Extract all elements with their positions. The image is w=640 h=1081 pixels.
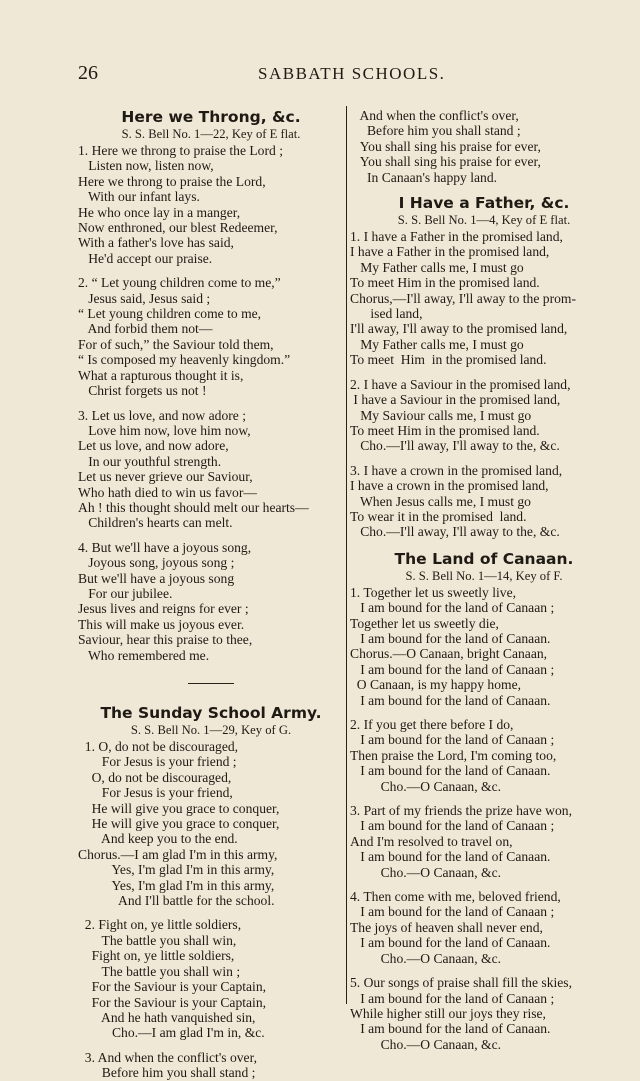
lyric-line: But we'll have a joyous song bbox=[78, 570, 235, 586]
lyric-line: Joyous song, joyous song ; bbox=[78, 555, 235, 571]
lyric-line: While higher still our joys they rise, bbox=[350, 1005, 546, 1021]
lyric-line: I am bound for the land of Canaan ; bbox=[350, 990, 555, 1006]
lyric-line: When Jesus calls me, I must go bbox=[350, 493, 531, 509]
lyric-line: Fight on, ye little soldiers, bbox=[78, 948, 235, 964]
hymn-lyrics bbox=[78, 739, 344, 1081]
lyric-line: Let us never grieve our Saviour, bbox=[78, 469, 253, 485]
section-separator bbox=[188, 683, 234, 684]
running-title: SABBATH SCHOOLS. bbox=[258, 64, 446, 83]
lyric-line: 2. If you get there before I do, bbox=[350, 717, 514, 732]
lyric-line: He who once lay in a manger, bbox=[78, 204, 241, 220]
lyric-line: Cho.—O Canaan, &c. bbox=[350, 778, 502, 794]
lyric-line: I am bound for the land of Canaan. bbox=[350, 1021, 551, 1037]
stanza-gap bbox=[78, 531, 344, 540]
lyric-line: Christ forgets us not ! bbox=[78, 383, 207, 399]
lyric-line: He'd accept our praise. bbox=[78, 250, 213, 266]
lyric-line: And I'll battle for the school. bbox=[78, 893, 275, 909]
lyric-line: O, do not be discouraged, bbox=[78, 769, 232, 785]
lyric-line: Chorus.—I am glad I'm in this army, bbox=[78, 846, 278, 862]
lyric-line: For of such,” the Saviour told them, bbox=[78, 336, 274, 352]
lyric-line: In Canaan's happy land. bbox=[350, 169, 498, 185]
lyric-line: In our youthful strength. bbox=[78, 453, 222, 469]
lyric-line: I am bound for the land of Canaan. bbox=[350, 692, 551, 708]
stanza-gap bbox=[78, 399, 344, 408]
lyric-line: Chorus,—I'll away, I'll away to the prom- bbox=[350, 290, 576, 306]
lyric-line: Yes, I'm glad I'm in this army, bbox=[78, 862, 275, 878]
lyric-line: With our infant lays. bbox=[78, 189, 200, 205]
lyric-line: “ Let young children come to me, bbox=[78, 306, 262, 322]
lyric-line: I'll away, I'll away to the promised land, bbox=[350, 321, 568, 337]
hymn-title: I Have a Father, &c. bbox=[398, 194, 570, 213]
lyric-line: And I'm resolved to travel on, bbox=[350, 833, 513, 849]
hymn-lyrics bbox=[78, 143, 344, 663]
lyric-line: Before him you shall stand ; bbox=[78, 1065, 256, 1081]
lyric-line: 1. Here we throng to praise the Lord ; bbox=[78, 143, 283, 158]
lyric-line: Children's hearts can melt. bbox=[78, 515, 233, 531]
lyric-line: This will make us joyous ever. bbox=[78, 616, 245, 632]
lyric-line: And when the conflict's over, bbox=[350, 108, 519, 123]
stanza-gap bbox=[78, 908, 344, 917]
lyric-line: I am bound for the land of Canaan ; bbox=[350, 904, 555, 920]
hymn-lyrics-continued bbox=[350, 108, 618, 185]
stanza-gap bbox=[350, 454, 618, 463]
lyric-line: Chorus.—O Canaan, bright Canaan, bbox=[350, 646, 548, 662]
lyric-line: The battle you shall win ; bbox=[78, 963, 241, 979]
lyric-line: 4. Then come with me, beloved friend, bbox=[350, 889, 561, 905]
lyric-line: My Saviour calls me, I must go bbox=[350, 407, 532, 423]
lyric-line: 3. Part of my friends the prize have won, bbox=[350, 803, 572, 819]
lyric-line: I am bound for the land of Canaan ; bbox=[350, 661, 555, 677]
lyric-line: 2. I have a Saviour in the promised land, bbox=[350, 376, 571, 392]
lyric-line: 4. But we'll have a joyous song, bbox=[78, 539, 252, 555]
lyric-line: I am bound for the land of Canaan ; bbox=[350, 732, 555, 748]
lyric-line: Listen now, listen now, bbox=[78, 158, 214, 174]
lyric-line: Here we throng to praise the Lord, bbox=[78, 173, 266, 189]
right-column bbox=[350, 108, 618, 1052]
lyric-line: Cho.—I'll away, I'll away to the, &c. bbox=[350, 438, 560, 454]
lyric-line: He will give you grace to conquer, bbox=[78, 816, 280, 832]
lyric-line: The joys of heaven shall never end, bbox=[350, 919, 543, 935]
stanza-gap bbox=[78, 266, 344, 275]
lyric-line: Now enthroned, our blest Redeemer, bbox=[78, 220, 278, 236]
lyric-line: Saviour, hear this praise to thee, bbox=[78, 632, 253, 648]
stanza-gap bbox=[78, 1041, 344, 1050]
lyric-line: Cho.—I am glad I'm in, &c. bbox=[78, 1025, 265, 1041]
lyric-line: You shall sing his praise for ever, bbox=[350, 154, 541, 170]
lyric-line: 1. Together let us sweetly live, bbox=[350, 584, 517, 600]
page-header bbox=[78, 62, 598, 86]
lyric-line: What a rapturous thought it is, bbox=[78, 367, 244, 383]
lyric-line: “ Is composed my heavenly kingdom.” bbox=[78, 352, 291, 368]
left-column bbox=[78, 108, 344, 1081]
lyric-line: For the Saviour is your Captain, bbox=[78, 979, 267, 995]
hymn-bell-reference: S. S. Bell No. 1—29, Key of G. bbox=[130, 723, 292, 737]
lyric-line: I have a Father in the promised land, bbox=[350, 244, 550, 260]
lyric-line: For the Saviour is your Captain, bbox=[78, 994, 267, 1010]
lyric-line: I am bound for the land of Canaan ; bbox=[350, 600, 555, 616]
lyric-line: Together let us sweetly die, bbox=[350, 615, 499, 631]
stanza-gap bbox=[350, 880, 618, 889]
lyric-line: To wear it in the promised land. bbox=[350, 508, 527, 524]
lyric-line: I am bound for the land of Canaan. bbox=[350, 630, 551, 646]
lyric-line: 3. I have a crown in the promised land, bbox=[350, 462, 563, 478]
lyric-line: Love him now, love him now, bbox=[78, 422, 251, 438]
lyric-line: Jesus lives and reigns for ever ; bbox=[78, 601, 249, 617]
lyric-line: And he hath vanquished sin, bbox=[78, 1009, 256, 1025]
lyric-line: Cho.—O Canaan, &c. bbox=[350, 950, 502, 966]
lyric-line: O Canaan, is my happy home, bbox=[350, 677, 522, 693]
stanza-gap bbox=[350, 966, 618, 975]
lyric-line: 5. Our songs of praise shall fill the skies, bbox=[350, 975, 573, 991]
lyric-line: 1. O, do not be discouraged, bbox=[78, 739, 239, 754]
lyric-line: Ah ! this thought should melt our hearts— bbox=[78, 499, 309, 515]
lyric-line: My Father calls me, I must go bbox=[350, 336, 524, 352]
lyric-line: Jesus said, Jesus said ; bbox=[78, 290, 211, 306]
lyric-line: 3. Let us love, and now adore ; bbox=[78, 407, 246, 423]
lyric-line: For our jubilee. bbox=[78, 585, 173, 601]
lyric-line: To meet Him in the promised land. bbox=[350, 352, 547, 368]
stanza-gap bbox=[350, 368, 618, 377]
lyric-line: You shall sing his praise for ever, bbox=[350, 138, 541, 154]
lyric-line: I am bound for the land of Canaan ; bbox=[350, 818, 555, 834]
lyric-line: 1. I have a Father in the promised land, bbox=[350, 229, 563, 245]
hymn-title: Here we Throng, &c. bbox=[121, 108, 301, 126]
lyric-line: 2. Fight on, ye little soldiers, bbox=[78, 917, 242, 933]
lyric-line: For Jesus is your friend, bbox=[78, 785, 233, 801]
lyric-line: Cho.—O Canaan, &c. bbox=[350, 864, 502, 880]
lyric-line: Who remembered me. bbox=[78, 647, 210, 663]
lyric-line: To meet Him in the promised land. bbox=[350, 422, 540, 438]
hymn-bell-reference: S. S. Bell No. 1—14, Key of F. bbox=[405, 568, 563, 583]
lyric-line: 2. “ Let young children come to me,” bbox=[78, 275, 281, 291]
lyric-line: And keep you to the end. bbox=[78, 831, 238, 847]
lyric-line: For Jesus is your friend ; bbox=[78, 754, 237, 770]
lyric-line: I am bound for the land of Canaan. bbox=[350, 763, 551, 779]
lyric-line: Cho.—I'll away, I'll away to the, &c. bbox=[350, 524, 560, 540]
stanza-gap bbox=[350, 708, 618, 717]
lyric-line: My Father calls me, I must go bbox=[350, 259, 524, 275]
page-number: 26 bbox=[78, 62, 98, 84]
hymn-bell-reference: S. S. Bell No. 1—22, Key of E flat. bbox=[121, 127, 301, 141]
column-divider bbox=[346, 106, 347, 1004]
lyric-line: I have a crown in the promised land, bbox=[350, 478, 549, 494]
lyric-line: Cho.—O Canaan, &c. bbox=[350, 1036, 502, 1052]
lyric-line: I am bound for the land of Canaan. bbox=[350, 935, 551, 951]
lyric-line: Yes, I'm glad I'm in this army, bbox=[78, 877, 275, 893]
hymn-bell-reference: S. S. Bell No. 1—4, Key of E flat. bbox=[397, 213, 571, 228]
lyric-line: Who hath died to win us favor— bbox=[78, 484, 257, 500]
lyric-line: To meet Him in the promised land. bbox=[350, 275, 540, 291]
lyric-line: And forbid them not— bbox=[78, 321, 213, 337]
lyric-line: With a father's love has said, bbox=[78, 235, 234, 251]
lyric-line: The battle you shall win, bbox=[78, 932, 237, 948]
hymn-lyrics bbox=[350, 229, 618, 540]
hymn-title: The Sunday School Army. bbox=[100, 704, 322, 722]
lyric-line: Then praise the Lord, I'm coming too, bbox=[350, 747, 557, 763]
hymn-lyrics bbox=[350, 585, 618, 1052]
lyric-line: I am bound for the land of Canaan. bbox=[350, 849, 551, 865]
lyric-line: ised land, bbox=[350, 306, 423, 322]
lyric-line: He will give you grace to conquer, bbox=[78, 800, 280, 816]
hymn-title: The Land of Canaan. bbox=[394, 549, 574, 568]
lyric-line: Let us love, and now adore, bbox=[78, 438, 229, 454]
stanza-gap bbox=[350, 794, 618, 803]
lyric-line: I have a Saviour in the promised land, bbox=[350, 392, 561, 408]
lyric-line: 3. And when the conflict's over, bbox=[78, 1049, 257, 1065]
lyric-line: Before him you shall stand ; bbox=[350, 123, 521, 139]
